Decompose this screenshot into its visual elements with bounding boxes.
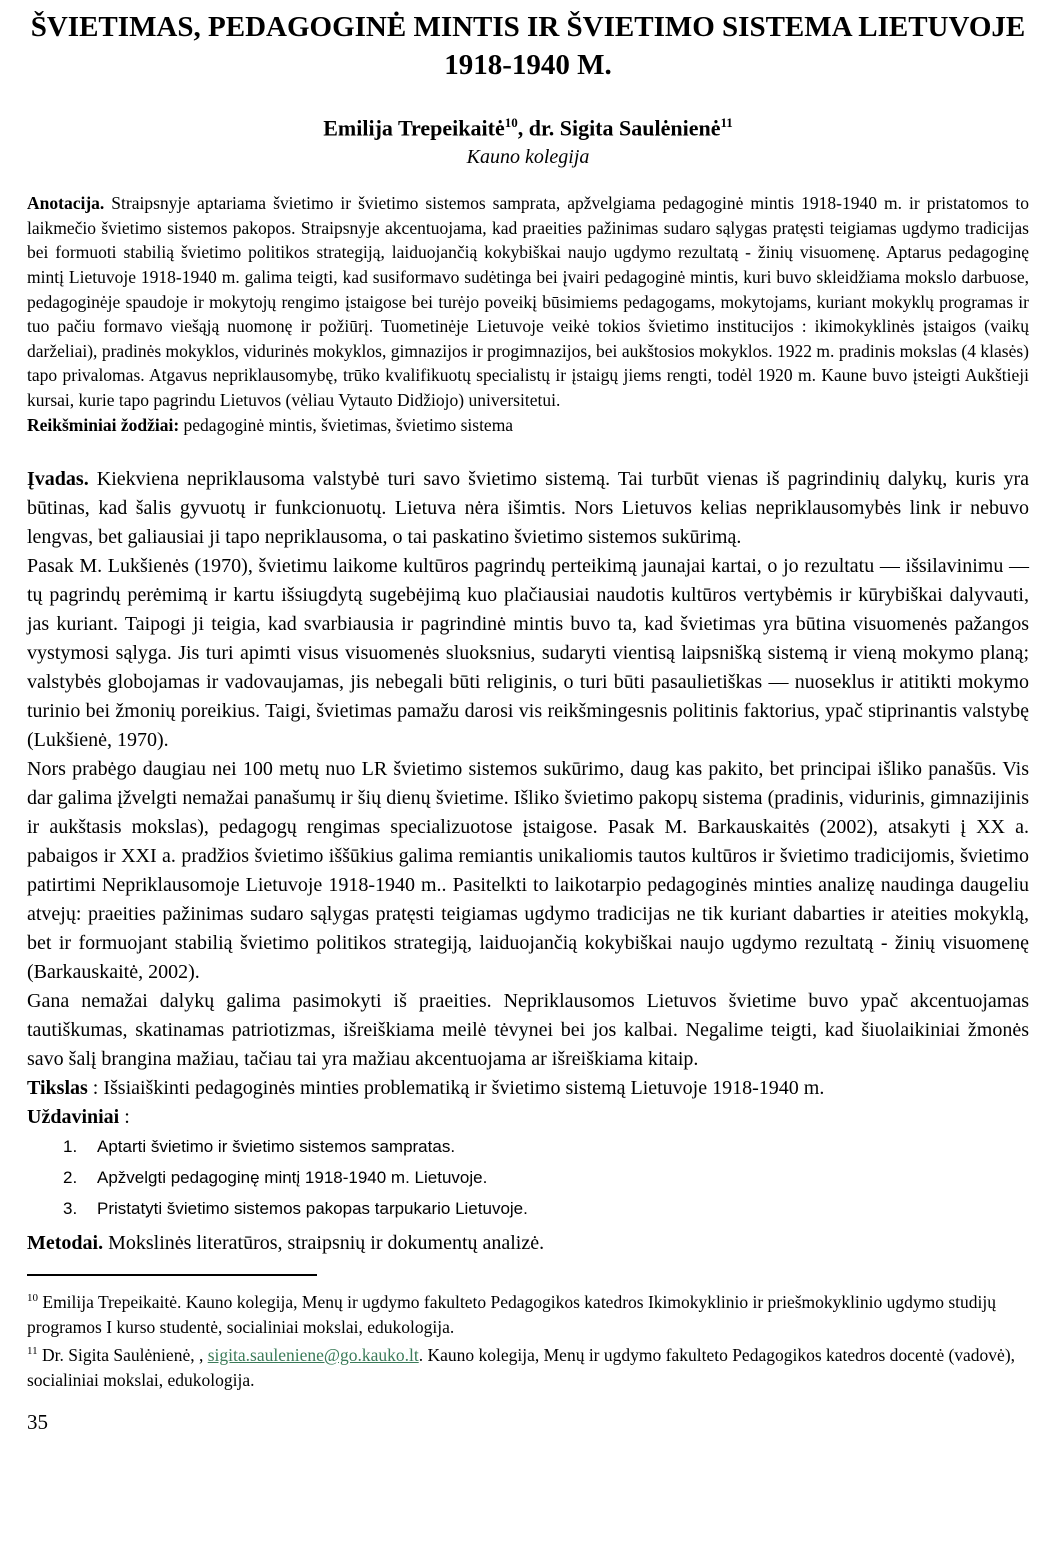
authors-line [27,115,1029,142]
body-paragraph [27,552,1029,755]
author-2-name: Sigita Saulėnienė [559,114,721,140]
intro-label: Įvadas. [27,468,89,491]
email-link[interactable]: sigita.sauleniene@go.kauko.lt [207,1345,419,1366]
footnote-10-marker: 10 [27,1292,38,1305]
affiliation: Kauno kolegija [466,146,590,169]
keywords-text: pedagoginė mintis, švietimas, švietimo sistema [179,414,514,435]
tasks-list [27,1136,1029,1220]
keywords-label: Reikšminiai žodžiai: [27,414,180,435]
footnote-10 [27,1286,1029,1339]
page-number: 35 [27,1410,48,1435]
task-item [27,1167,1029,1189]
footnote-11-text-before: Dr. Sigita Saulėnienė, , [37,1345,208,1366]
footnote-10-text: Emilija Trepeikaitė. Kauno kolegija, Menų ir ugdymo fakulteto Pedagogikos katedros Ikimokyklinio ir priešmokyklinio ugdymo studijų programos I kurso studentė, socialiniai mokslai, edukologija. [27,1292,997,1337]
goal-text: : Išsiaiškinti pedagoginės minties problematiką ir švietimo sistemą Lietuvoje 1918-1940 m. [87,1077,825,1100]
tasks-heading [27,1103,1029,1132]
author-1-name: Emilija Trepeikaitė [323,114,505,140]
abstract-label: Anotacija. [27,193,105,214]
goal-line [27,1074,1029,1103]
footnote-11 [27,1339,1029,1392]
paragraph-text: Pasak M. Lukšienės (1970), švietimu laikome kultūros pagrindų perteikimą jaunajai kartai, o jo rezultatu — išsilavinimu — tų pagrindų perėmimą ir kartu išsiugdytą sugebėjimą kuo plačiausiai naudotis kultūros vertybėmis ir kūrybiškai dalyvauti, jas kuriant. Taipogi ji teigia, kad svarbiausia ir pagrindinė mintis buvo ta, kad švietimas yra būtina visuomenės pažangos vystymosi sąlyga. Jis turi apimti visus visuomenės sluoksnius, sudaryti vientisą laipsnišką sistemą ir vieną mokymo planą; valstybės globojamas ir vadovaujamas, jis nebegali būti religinis, o turi būti pasaulietiškas — nuoseklus ir atitikti mokymo turinio bei žmonių poreikius. Taigi, švietimas pamažu darosi vis reikšmingesnis politinis faktorius, ypač stiprinantis valstybę (Lukšienė, 1970). [27,555,1029,752]
task-item [27,1198,1029,1220]
task-item [27,1136,1029,1158]
article-title: ŠVIETIMAS, PEDAGOGINĖ MINTIS IR ŠVIETIMO SISTEMA LIETUVOJE 1918-1940 M. [30,11,1026,82]
goal-label: Tikslas [27,1077,88,1100]
tasks-colon: : [119,1106,130,1129]
footnotes-section [27,1286,1029,1392]
author-2-footnote-ref: 11 [720,114,733,130]
task-text: Pristatyti švietimo sistemos pakopas tarpukario Lietuvoje. [97,1199,528,1219]
footnote-11-text-after: . Kauno kolegija, Menų ir ugdymo fakulteto Pedagogikos katedros docentė (vadovė), socialiniai mokslai, edukologija. [27,1345,1016,1390]
author-1-footnote-ref: 10 [504,114,518,130]
paragraph-text: Gana nemažai dalykų galima pasimokyti iš praeities. Nepriklausomos Lietuvos švietime buvo ypač akcentuojamas tautiškumas, skatinamas patriotizmas, išreiškiama meilė tėvynei bei jos kalbai. Negalime teigti, kad šiuolaikiniai žmonės savo šalį brangina mažiau, tačiau tai yra mažiau akcentuojama ar išreiškiama kitaip. [27,990,1029,1071]
methods-text: Mokslinės literatūros, straipsnių ir dokumentų analizė. [103,1232,545,1255]
tasks-label: Uždaviniai [27,1106,120,1129]
abstract-text: Straipsnyje aptariama švietimo ir švietimo sistemos samprata, apžvelgiama pedagoginė mintis 1918-1940 m. ir pristatomos to laikmečio švietimo sistemos pakopos. Straipsnyje akcentuojama, kad praeities pažinimas sudaro sąlygas pratęsti teigiamas ugdymo tradicijas bei formuoti stabilią švietimo politikos strategiją, laiduojančią kokybiškai naujo ugdymo rezultatą - žinių visuomenę. Aptarus pedagoginę mintį Lietuvoje 1918-1940 m. galima teigti, kad susiformavo sudėtinga bei įvairi pedagoginė mintis, kuri buvo skleidžiama mokslo darbuose, pedagoginėje spaudoje ir mokytojų rengimo įstaigose bei turėjo poveikį būsimiems pedagogams, mokytojams, kuriant mokyklų programas ir tuo pačiu formavo viešąją nuomonę ir požiūrį. Tuometinėje Lietuvoje veikė tokios švietimo institucijos : ikimokyklinės įstaigos (vaikų darželiai), pradinės mokyklos, vidurinės mokyklos, gimnazijos ir progimnazijos, bei aukštosios mokyklos. 1922 m. pradinis mokslas (4 klasės) tapo privalomas. Atgavus nepriklausomybę, trūko kvalifikuotų specialistų ir įstaigų jiems rengti, todėl 1920 m. Kaune buvo įsteigti Aukštieji kursai, kurie tapo pagrindu Lietuvos (vėliau Vytauto Didžiojo) universitetui. [27,193,1029,410]
authors-separator: , dr. [517,114,560,140]
task-text: Aptarti švietimo ir švietimo sistemos sampratas. [97,1137,456,1157]
footnote-separator [27,1274,317,1276]
task-text: Apžvelgti pedagoginę mintį 1918-1940 m. Lietuvoje. [97,1168,488,1188]
abstract-paragraph [27,191,1029,412]
keywords-line [27,413,1029,438]
intro-text: Kiekviena nepriklausoma valstybė turi savo švietimo sistemą. Tai turbūt vienas iš pagrindinių dalykų, kuris yra būtinas, kad šalis gyvuotų ir funkcionuotų. Lietuva nėra išimtis. Nors Lietuvos kelias nepriklausomybės link ir nebuvo lengvas, bet galiausiai ji tapo nepriklausoma, o tai paskatino švietimo sistemos sukūrimą. [27,468,1029,549]
methods-label: Metodai. [27,1232,104,1255]
footnote-11-marker: 11 [27,1345,38,1358]
task-number: 3. [63,1199,78,1219]
task-number: 1. [63,1137,78,1157]
intro-paragraph [27,465,1029,552]
article-body [27,465,1029,1258]
methods-line [27,1229,1029,1258]
body-paragraph [27,755,1029,987]
body-paragraph [27,987,1029,1074]
task-number: 2. [63,1168,78,1188]
paragraph-text: Nors prabėgo daugiau nei 100 metų nuo LR švietimo sistemos sukūrimo, daug kas pakito, bet principai išliko panašūs. Vis dar galima įžvelgti nemažai panašumų ir šių dienų švietime. Išliko švietimo pakopų sistema (pradinis, vidurinis, gimnazijinis ir aukštasis mokslas), pedagogų rengimas specializuotose įstaigose. Pasak M. Barkauskaitės (2002), atsakyti į XX a. pabaigos ir XXI a. pradžios švietimo iššūkius galima remiantis unikaliomis tautos kultūros ir švietimo tradicijomis, švietimo patirtimi Nepriklausomoje Lietuvoje 1918-1940 m.. Pasitelkti to laikotarpio pedagoginės minties analizę naudinga daugeliu atvejų: praeities pažinimas sudaro sąlygas pratęsti teigiamas ugdymo tradicijas ne tik kuriant dabarties ir ateities mokyklą, bet ir formuojant stabilią švietimo politikos strategiją, laiduojančią kokybiškai naujo ugdymo rezultatą - žinių visuomenę (Barkauskaitė, 2002). [27,758,1029,984]
